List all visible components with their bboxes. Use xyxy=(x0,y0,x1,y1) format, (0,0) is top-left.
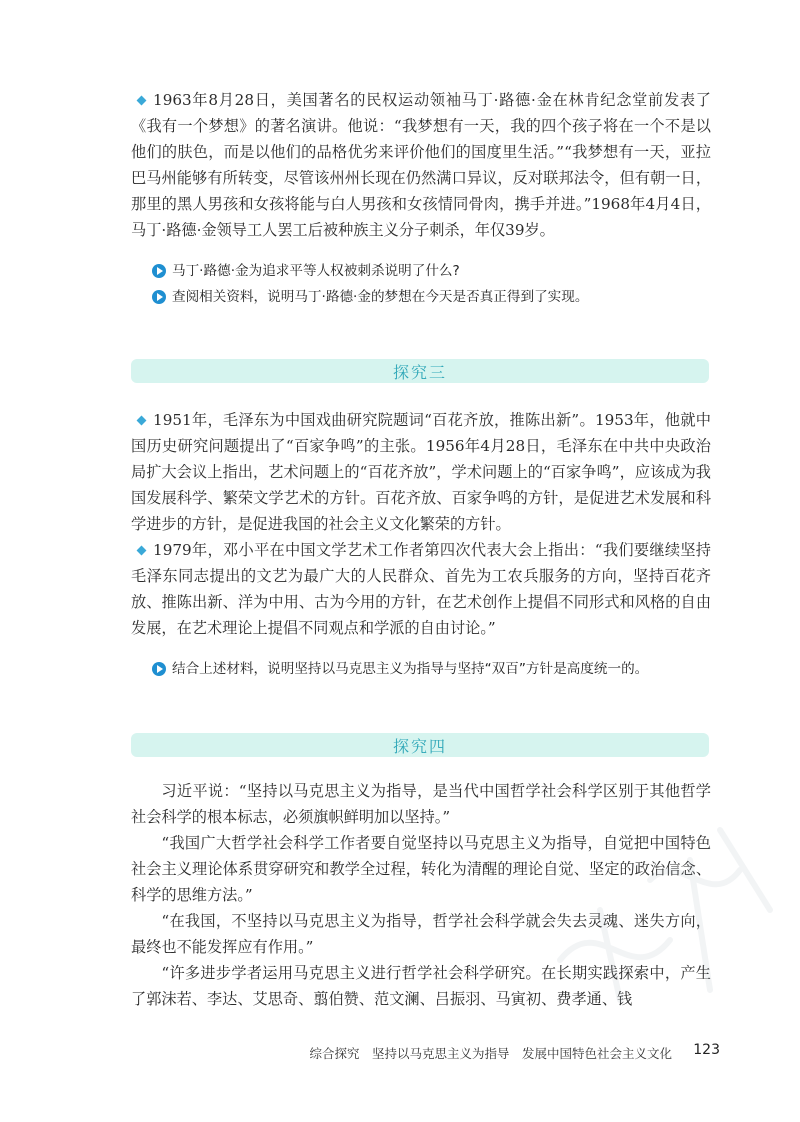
diamond-bullet-icon xyxy=(137,95,147,105)
deng-paragraph: 1979年，邓小平在中国文学艺术工作者第四次代表大会上指出：“我们要继续坚持毛泽东同志提出的文艺为最广大的人民群众、首先为工农兵服务的方向，坚持百花齐放、推陈出新、洋为中用、古为今用的方针，在艺术创作上提倡不同形式和风格的自由发展，在艺术理论上提倡不同观点和学派的自由讨论。” xyxy=(131,541,711,637)
page-number: 123 xyxy=(693,1042,720,1058)
footer-title: 综合探究 坚持以马克思主义为指导 发展中国特色社会主义文化 xyxy=(309,1046,672,1061)
xi-quote-paragraph: “我国广大哲学社会科学工作者要自觉坚持以马克思主义为指导，自觉把中国特色社会主义理论体系贯穿研究和教学全过程，转化为清醒的理论自觉、坚定的政治信念、科学的思维方法。” xyxy=(131,834,711,904)
diamond-bullet-icon xyxy=(137,545,147,555)
question-item: 查阅相关资料，说明马丁·路德·金的梦想在今天是否真正得到了实现。 xyxy=(172,284,732,310)
double-hundred-paragraph: 1951年，毛泽东为中国戏曲研究院题词“百花齐放，推陈出新”。1953年，他就中国历史研究问题提出了“百家争鸣”的主张。1956年4月28日，毛泽东在中共中央政治局扩大会议上指出，艺术问题上的“百花齐放”，学术问题上的“百家争鸣”，应该成为我国发展科学、繁荣文学艺术的方针。百花齐放、百家争鸣的方针，是促进艺术发展和科学进步的方针，是促进我国的社会主义文化繁荣的方针。 xyxy=(131,411,711,533)
mlk-paragraph: 1963年8月28日，美国著名的民权运动领袖马丁·路德·金在林肯纪念堂前发表了《我有一个梦想》的著名演讲。他说：“我梦想有一天，我的四个孩子将在一个不是以他们的肤色，而是以他们的品格优劣来评价他们的国度里生活。”“我梦想有一天，亚拉巴马州能够有所转变，尽管该州州长现在仍然满口异议，反对联邦法令，但有朝一日，那里的黑人男孩和女孩将能与白人男孩和女孩情同骨肉，携手并进。”1968年4月4日，马丁·路德·金领导工人罢工后被种族主义分子刺杀，年仅39岁。 xyxy=(131,91,711,239)
section-title: 探究四 xyxy=(392,736,447,756)
xi-quote-paragraph: “许多进步学者运用马克思主义进行哲学社会科学研究。在长期实践探索中，产生了郭沫若、李达、艾思奇、翦伯赞、范文澜、吕振羽、马寅初、费孝通、钱 xyxy=(131,964,711,1008)
section-title: 探究三 xyxy=(392,362,447,382)
diamond-bullet-icon xyxy=(137,415,147,425)
play-arrow-icon xyxy=(152,290,166,304)
section-header-4 xyxy=(131,733,709,757)
question-item: 马丁·路德·金为追求平等人权被刺杀说明了什么? xyxy=(172,258,732,284)
play-arrow-icon xyxy=(152,264,166,278)
play-arrow-icon xyxy=(152,662,166,676)
xi-quote-paragraph: 习近平说：“坚持以马克思主义为指导，是当代中国哲学社会科学区别于其他哲学社会科学的根本标志，必须旗帜鲜明加以坚持。” xyxy=(131,782,711,826)
section-header-3 xyxy=(131,359,709,383)
xi-quote-paragraph: “在我国，不坚持以马克思主义为指导，哲学社会科学就会失去灵魂、迷失方向，最终也不能发挥应有作用。” xyxy=(131,912,711,956)
question-item: 结合上述材料，说明坚持以马克思主义为指导与坚持“双百”方针是高度统一的。 xyxy=(172,656,732,682)
watermark-seal-icon xyxy=(540,790,780,1030)
